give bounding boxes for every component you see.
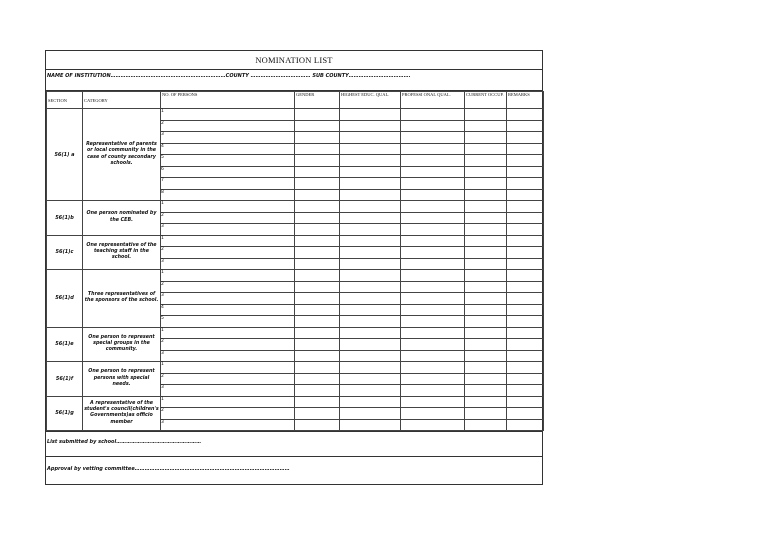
entry-cell[interactable] bbox=[340, 316, 401, 328]
person-number: 2 bbox=[161, 408, 295, 420]
category-description: One person to represent persons with special needs. bbox=[83, 362, 161, 397]
entry-cell[interactable] bbox=[295, 235, 340, 247]
entry-cell[interactable] bbox=[401, 247, 465, 259]
person-number: 3 bbox=[161, 258, 295, 270]
entry-cell[interactable] bbox=[340, 281, 401, 293]
person-number: 2 bbox=[161, 247, 295, 259]
entry-cell[interactable] bbox=[507, 339, 544, 351]
entry-cell[interactable] bbox=[507, 132, 544, 144]
table-row bbox=[47, 362, 544, 374]
entry-cell[interactable] bbox=[295, 396, 340, 408]
entry-cell[interactable] bbox=[340, 258, 401, 270]
entry-cell[interactable] bbox=[465, 316, 507, 328]
entry-cell[interactable] bbox=[340, 350, 401, 362]
entry-cell[interactable] bbox=[401, 166, 465, 178]
entry-cell[interactable] bbox=[465, 258, 507, 270]
entry-cell[interactable] bbox=[401, 396, 465, 408]
entry-cell[interactable] bbox=[507, 293, 544, 305]
entry-cell[interactable] bbox=[340, 327, 401, 339]
entry-cell[interactable] bbox=[340, 178, 401, 190]
person-number: 1 bbox=[161, 201, 295, 213]
entry-cell[interactable] bbox=[465, 247, 507, 259]
nomination-form bbox=[45, 50, 543, 485]
entry-cell[interactable] bbox=[295, 339, 340, 351]
person-number: 3 bbox=[161, 350, 295, 362]
entry-cell[interactable] bbox=[295, 155, 340, 167]
person-number: 1 bbox=[161, 396, 295, 408]
entry-cell[interactable] bbox=[295, 258, 340, 270]
person-number: 3 bbox=[161, 385, 295, 397]
entry-cell[interactable] bbox=[465, 373, 507, 385]
section-code: 56(1)d bbox=[47, 270, 83, 328]
person-number: 8 bbox=[161, 189, 295, 201]
entry-cell[interactable] bbox=[507, 155, 544, 167]
entry-cell[interactable] bbox=[340, 419, 401, 431]
person-number: 1 bbox=[161, 327, 295, 339]
entry-cell[interactable] bbox=[340, 339, 401, 351]
entry-cell[interactable] bbox=[295, 201, 340, 213]
entry-cell[interactable] bbox=[465, 327, 507, 339]
entry-cell[interactable] bbox=[401, 339, 465, 351]
entry-cell[interactable] bbox=[507, 258, 544, 270]
entry-cell[interactable] bbox=[340, 155, 401, 167]
entry-cell[interactable] bbox=[401, 385, 465, 397]
entry-cell[interactable] bbox=[507, 201, 544, 213]
person-number: 5 bbox=[161, 316, 295, 328]
divider bbox=[46, 456, 542, 457]
entry-cell[interactable] bbox=[340, 385, 401, 397]
entry-cell[interactable] bbox=[465, 143, 507, 155]
section-code: 56(1)g bbox=[47, 396, 83, 431]
column-header: CATEGORY bbox=[83, 92, 161, 109]
person-number: 1 bbox=[161, 362, 295, 374]
submitted-line: List submitted by school…………………………………………… bbox=[47, 439, 202, 445]
person-number: 3 bbox=[161, 293, 295, 305]
entry-cell[interactable] bbox=[401, 109, 465, 121]
category-description: One representative of the teaching staff in the school. bbox=[83, 235, 161, 270]
person-number: 3 bbox=[161, 132, 295, 144]
entry-cell[interactable] bbox=[295, 327, 340, 339]
entry-cell[interactable] bbox=[465, 408, 507, 420]
table-row bbox=[47, 327, 544, 339]
entry-cell[interactable] bbox=[340, 189, 401, 201]
entry-cell[interactable] bbox=[465, 155, 507, 167]
entry-cell[interactable] bbox=[340, 224, 401, 236]
entry-cell[interactable] bbox=[507, 178, 544, 190]
entry-cell[interactable] bbox=[507, 419, 544, 431]
entry-cell[interactable] bbox=[295, 120, 340, 132]
section-code: 56(1)f bbox=[47, 362, 83, 397]
entry-cell[interactable] bbox=[340, 109, 401, 121]
entry-cell[interactable] bbox=[465, 281, 507, 293]
entry-cell[interactable] bbox=[507, 362, 544, 374]
entry-cell[interactable] bbox=[465, 120, 507, 132]
person-number: 7 bbox=[161, 178, 295, 190]
entry-cell[interactable] bbox=[465, 339, 507, 351]
column-header: NO. OF PERSONS bbox=[161, 92, 295, 109]
entry-cell[interactable] bbox=[295, 109, 340, 121]
table-row bbox=[47, 201, 544, 213]
entry-cell[interactable] bbox=[401, 132, 465, 144]
entry-cell[interactable] bbox=[507, 189, 544, 201]
entry-cell[interactable] bbox=[465, 132, 507, 144]
entry-cell[interactable] bbox=[401, 201, 465, 213]
entry-cell[interactable] bbox=[507, 350, 544, 362]
entry-cell[interactable] bbox=[401, 189, 465, 201]
column-header: SECTION bbox=[47, 92, 83, 109]
section-code: 56(1)c bbox=[47, 235, 83, 270]
entry-cell[interactable] bbox=[340, 247, 401, 259]
entry-cell[interactable] bbox=[465, 419, 507, 431]
entry-cell[interactable] bbox=[295, 189, 340, 201]
person-number: 3 bbox=[161, 224, 295, 236]
entry-cell[interactable] bbox=[340, 362, 401, 374]
entry-cell[interactable] bbox=[507, 212, 544, 224]
person-number: 6 bbox=[161, 166, 295, 178]
section-code: 56(1)b bbox=[47, 201, 83, 236]
entry-cell[interactable] bbox=[295, 132, 340, 144]
entry-cell[interactable] bbox=[340, 212, 401, 224]
entry-cell[interactable] bbox=[401, 258, 465, 270]
entry-cell[interactable] bbox=[507, 109, 544, 121]
entry-cell[interactable] bbox=[295, 247, 340, 259]
entry-cell[interactable] bbox=[401, 316, 465, 328]
page-title: NOMINATION LIST bbox=[255, 55, 333, 65]
table-row bbox=[47, 396, 544, 408]
entry-cell[interactable] bbox=[507, 120, 544, 132]
person-number: 4 bbox=[161, 143, 295, 155]
category-description: Three representatives of the sponsors of the school. bbox=[83, 270, 161, 328]
entry-cell[interactable] bbox=[340, 396, 401, 408]
entry-cell[interactable] bbox=[465, 350, 507, 362]
institution-line: NAME OF INSTITUTION……………………………………………………………COUNTY ……………………………… SUB COUNTY………………………………. bbox=[47, 73, 411, 79]
person-number: 2 bbox=[161, 212, 295, 224]
entry-cell[interactable] bbox=[507, 224, 544, 236]
entry-cell[interactable] bbox=[465, 235, 507, 247]
entry-cell[interactable] bbox=[401, 304, 465, 316]
entry-cell[interactable] bbox=[401, 350, 465, 362]
entry-cell[interactable] bbox=[295, 350, 340, 362]
entry-cell[interactable] bbox=[295, 270, 340, 282]
table-row bbox=[47, 270, 544, 282]
entry-cell[interactable] bbox=[295, 419, 340, 431]
column-header: CURRENT OCCUP. bbox=[465, 92, 507, 109]
person-number: 5 bbox=[161, 155, 295, 167]
entry-cell[interactable] bbox=[295, 293, 340, 305]
entry-cell[interactable] bbox=[465, 385, 507, 397]
entry-cell[interactable] bbox=[465, 304, 507, 316]
entry-cell[interactable] bbox=[507, 304, 544, 316]
person-number: 2 bbox=[161, 339, 295, 351]
approval-line: Approval by vetting committee………………………………………………………………………………… bbox=[47, 466, 290, 472]
column-header: REMARKS bbox=[507, 92, 544, 109]
entry-cell[interactable] bbox=[401, 362, 465, 374]
person-number: 2 bbox=[161, 281, 295, 293]
entry-cell[interactable] bbox=[295, 408, 340, 420]
person-number: 1 bbox=[161, 235, 295, 247]
entry-cell[interactable] bbox=[507, 327, 544, 339]
person-number: 2 bbox=[161, 120, 295, 132]
entry-cell[interactable] bbox=[295, 212, 340, 224]
entry-cell[interactable] bbox=[465, 189, 507, 201]
entry-cell[interactable] bbox=[295, 362, 340, 374]
column-header: PROFESSI ONAL QUAL. bbox=[401, 92, 465, 109]
entry-cell[interactable] bbox=[465, 293, 507, 305]
entry-cell[interactable] bbox=[507, 166, 544, 178]
table-row bbox=[47, 235, 544, 247]
entry-cell[interactable] bbox=[401, 373, 465, 385]
table-row bbox=[47, 109, 544, 121]
entry-cell[interactable] bbox=[465, 396, 507, 408]
entry-cell[interactable] bbox=[401, 327, 465, 339]
category-description: Representative of parents or local community in the case of county secondary schools. bbox=[83, 109, 161, 201]
section-code: 56(1)e bbox=[47, 327, 83, 362]
entry-cell[interactable] bbox=[401, 143, 465, 155]
category-description: One person nominated by the CEB. bbox=[83, 201, 161, 236]
entry-cell[interactable] bbox=[465, 109, 507, 121]
entry-cell[interactable] bbox=[340, 304, 401, 316]
entry-cell[interactable] bbox=[340, 120, 401, 132]
entry-cell[interactable] bbox=[507, 247, 544, 259]
entry-cell[interactable] bbox=[401, 212, 465, 224]
entry-cell[interactable] bbox=[507, 385, 544, 397]
category-description: One person to represent special groups in the community. bbox=[83, 327, 161, 362]
entry-cell[interactable] bbox=[465, 212, 507, 224]
entry-cell[interactable] bbox=[401, 224, 465, 236]
entry-cell[interactable] bbox=[465, 178, 507, 190]
person-number: 1 bbox=[161, 270, 295, 282]
entry-cell[interactable] bbox=[340, 143, 401, 155]
entry-cell[interactable] bbox=[465, 224, 507, 236]
entry-cell[interactable] bbox=[295, 316, 340, 328]
column-header: HIGHEST EDUC. QUAL. bbox=[340, 92, 401, 109]
category-description: A representative of the student's council(children's Governments)as officio member bbox=[83, 396, 161, 431]
person-number: 4 bbox=[161, 304, 295, 316]
entry-cell[interactable] bbox=[507, 270, 544, 282]
entry-cell[interactable] bbox=[401, 419, 465, 431]
entry-cell[interactable] bbox=[340, 235, 401, 247]
entry-cell[interactable] bbox=[465, 201, 507, 213]
entry-cell[interactable] bbox=[295, 304, 340, 316]
entry-cell[interactable] bbox=[507, 143, 544, 155]
entry-cell[interactable] bbox=[401, 235, 465, 247]
entry-cell[interactable] bbox=[507, 281, 544, 293]
entry-cell[interactable] bbox=[340, 408, 401, 420]
entry-cell[interactable] bbox=[340, 293, 401, 305]
entry-cell[interactable] bbox=[465, 166, 507, 178]
entry-cell[interactable] bbox=[295, 224, 340, 236]
entry-cell[interactable] bbox=[340, 132, 401, 144]
entry-cell[interactable] bbox=[295, 281, 340, 293]
entry-cell[interactable] bbox=[507, 235, 544, 247]
entry-cell[interactable] bbox=[465, 270, 507, 282]
entry-cell[interactable] bbox=[401, 178, 465, 190]
entry-cell[interactable] bbox=[401, 408, 465, 420]
entry-cell[interactable] bbox=[507, 316, 544, 328]
person-number: 1 bbox=[161, 109, 295, 121]
entry-cell[interactable] bbox=[507, 408, 544, 420]
nomination-table bbox=[46, 91, 544, 431]
entry-cell[interactable] bbox=[340, 270, 401, 282]
entry-cell[interactable] bbox=[295, 385, 340, 397]
divider bbox=[46, 431, 542, 432]
column-header: GENDER bbox=[295, 92, 340, 109]
entry-cell[interactable] bbox=[295, 166, 340, 178]
person-number: 3 bbox=[161, 419, 295, 431]
entry-cell[interactable] bbox=[507, 373, 544, 385]
entry-cell[interactable] bbox=[295, 373, 340, 385]
section-code: 56(1) a bbox=[47, 109, 83, 201]
entry-cell[interactable] bbox=[340, 166, 401, 178]
entry-cell[interactable] bbox=[401, 281, 465, 293]
entry-cell[interactable] bbox=[401, 293, 465, 305]
entry-cell[interactable] bbox=[340, 201, 401, 213]
entry-cell[interactable] bbox=[401, 120, 465, 132]
entry-cell[interactable] bbox=[465, 362, 507, 374]
person-number: 2 bbox=[161, 373, 295, 385]
entry-cell[interactable] bbox=[401, 270, 465, 282]
entry-cell[interactable] bbox=[295, 178, 340, 190]
entry-cell[interactable] bbox=[340, 373, 401, 385]
divider bbox=[46, 69, 542, 70]
entry-cell[interactable] bbox=[507, 396, 544, 408]
entry-cell[interactable] bbox=[401, 155, 465, 167]
table-header-row bbox=[47, 92, 544, 109]
entry-cell[interactable] bbox=[295, 143, 340, 155]
